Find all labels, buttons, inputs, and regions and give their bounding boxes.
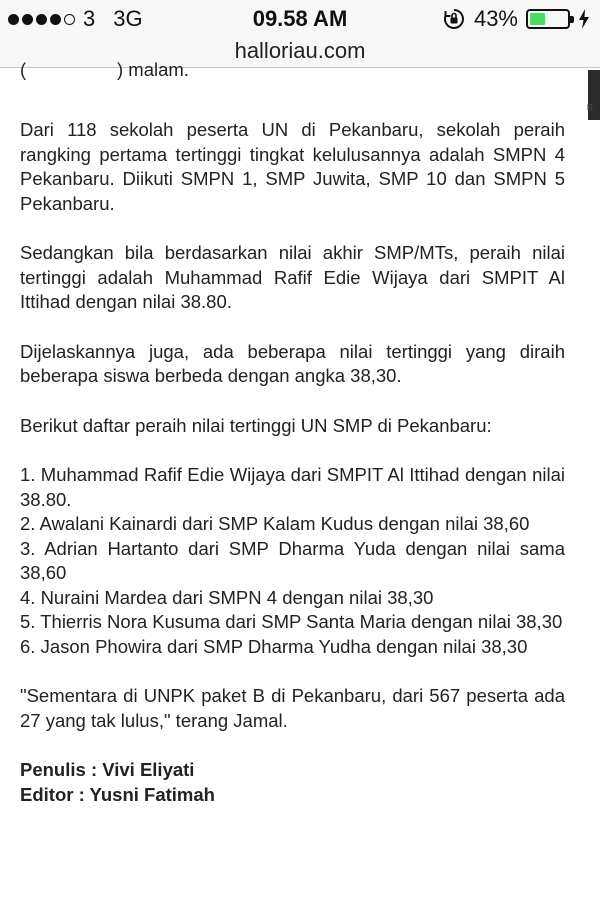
list-item: 3. Adrian Hartanto dari SMP Dharma Yuda dengan nilai sama 38,60 xyxy=(20,537,565,583)
battery-level xyxy=(530,13,545,25)
partial-line xyxy=(20,58,565,82)
status-right xyxy=(442,6,590,32)
address-bar-url: halloriau.com xyxy=(234,38,366,63)
list-item: 5. Thierris Nora Kusuma dari SMP Santa Maria dengan nilai 38,30 xyxy=(20,611,563,632)
battery-cap xyxy=(570,16,574,23)
status-bar xyxy=(0,0,600,38)
side-ad-label: R. xyxy=(587,103,595,112)
partial-line-close: ) malam. xyxy=(117,59,189,80)
list-item: 2. Awalani Kainardi dari SMP Kalam Kudus dengan nilai 38,60 xyxy=(20,513,530,534)
article-paragraph: Dari 118 sekolah peserta UN di Pekanbaru, sekolah peraih rangking pertama tertinggi tingkat kelulusannya adalah SMPN 4 Pekanbaru. Diikuti SMPN 1, SMP Juwita, SMP 10 dan SMPN 5 Pekanbaru. xyxy=(20,119,565,214)
charging-bolt-icon xyxy=(578,9,590,29)
article-editor: Editor : Yusni Fatimah xyxy=(20,783,215,805)
partial-line-open: ( xyxy=(20,59,27,80)
article-quote: "Sementara di UNPK paket B di Pekanbaru, dari 567 peserta ada 27 yang tak lulus," terang Jamal. xyxy=(20,685,565,731)
article-paragraph: Sedangkan bila berdasarkan nilai akhir SMP/MTs, peraih nilai tertinggi adalah Muhammad Rafif Edie Wijaya dari SMPIT Al Ittihad dengan nilai 38.80. xyxy=(20,242,565,312)
carrier-name: 3 xyxy=(83,6,96,31)
battery-percent: 43% xyxy=(473,6,518,31)
list-item: 4. Nuraini Mardea dari SMPN 4 dengan nilai 38,30 xyxy=(20,586,434,608)
article-paragraph: Dijelaskannya juga, ada beberapa nilai tertinggi yang diraih beberapa siswa berbeda dengan angka 38,30. xyxy=(20,340,565,386)
article-body xyxy=(20,58,565,807)
ranking-list xyxy=(20,463,565,659)
battery-icon xyxy=(526,9,570,29)
status-time: 09.58 AM xyxy=(252,6,348,31)
list-item: 6. Jason Phowira dari SMP Dharma Yudha dengan nilai 38,30 xyxy=(20,635,528,657)
rotation-lock-icon xyxy=(442,7,466,31)
list-item: 1. Muhammad Rafif Edie Wijaya dari SMPIT Al Ittihad dengan nilai 38.80. xyxy=(20,464,565,510)
side-ad-image[interactable] xyxy=(588,70,600,120)
article-writer: Penulis : Vivi Eliyati xyxy=(20,759,195,780)
article-paragraph: Berikut daftar peraih nilai tertinggi UN SMP di Pekanbaru: xyxy=(20,414,492,436)
network-type: 3G xyxy=(113,6,143,31)
